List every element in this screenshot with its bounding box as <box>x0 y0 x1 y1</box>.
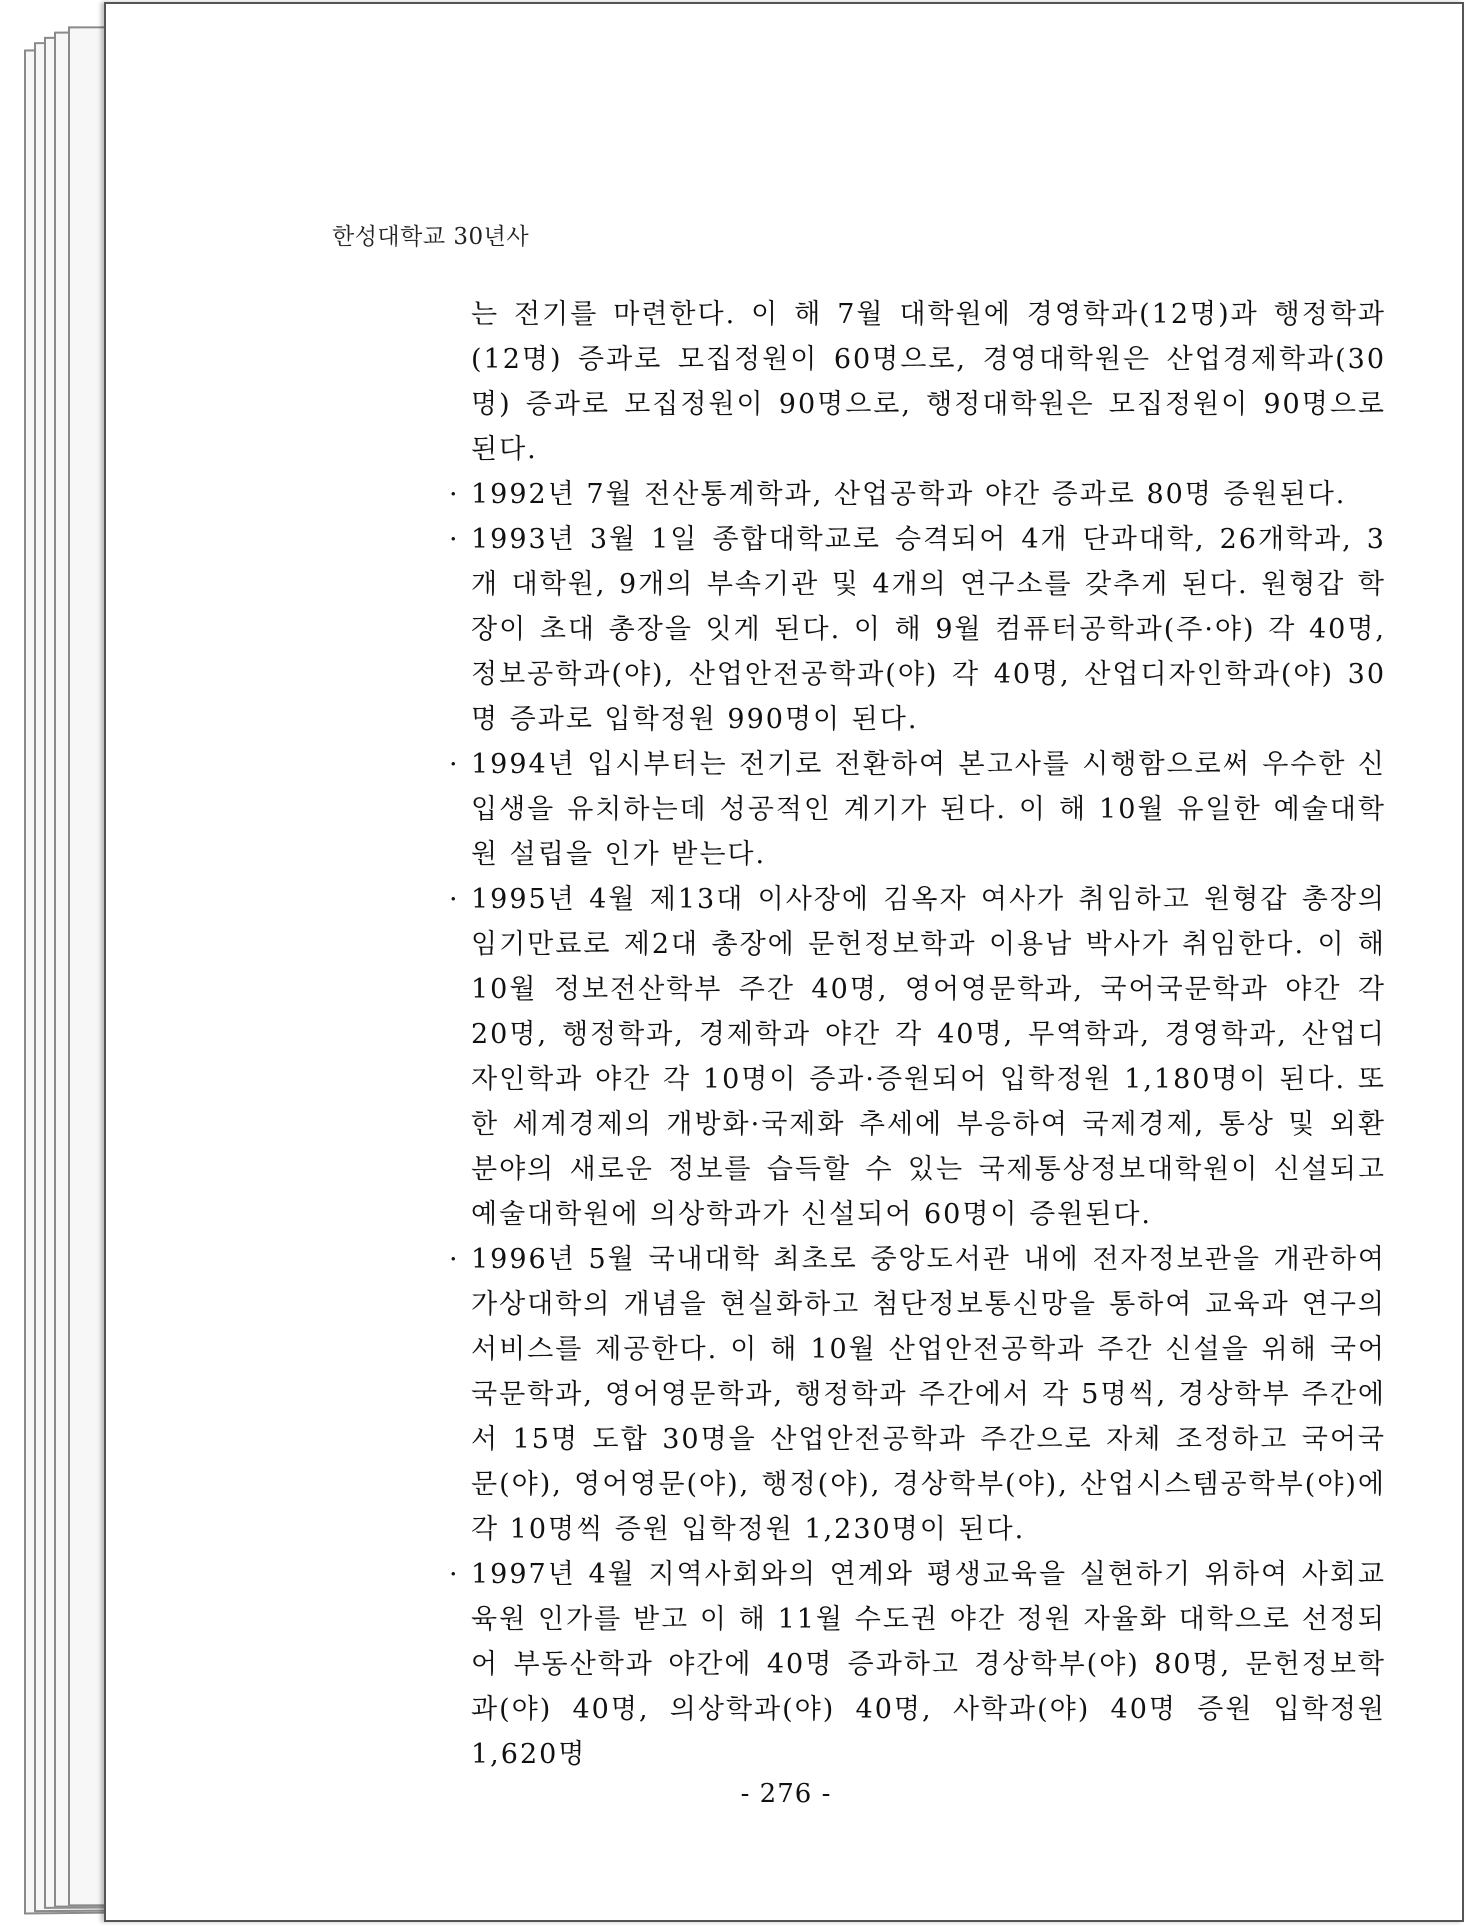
list-item <box>436 742 1386 877</box>
list-item <box>436 1552 1386 1777</box>
document-page <box>104 2 1464 1922</box>
bullet-mark: · <box>449 1244 460 1275</box>
list-item <box>436 517 1386 742</box>
list-item <box>436 1237 1386 1552</box>
list-item-text: 1997년 4월 지역사회와의 연계와 평생교육을 실현하기 위하여 사회교육원 인가를 받고 이 해 11월 수도권 야간 정원 자율화 대학으로 선정되어 부동산학과 야간에 40명 증과하고 경상학부(야) 80명, 문헌정보학과(야) 40명, 의상학과(야) 40명, 사학과(야) 40명 증원 입학정원 1,620명 <box>471 1559 1386 1770</box>
bullet-mark: · <box>449 479 460 510</box>
list-item-text: 1992년 7월 전산통계학과, 산업공학과 야간 증과로 80명 증원된다. <box>471 479 1347 510</box>
bullet-mark: · <box>449 749 460 780</box>
intro-paragraph: 는 전기를 마련한다. 이 해 7월 대학원에 경영학과(12명)과 행정학과(12명) 증과로 모집정원이 60명으로, 경영대학원은 산업경제학과(30명) 증과로 모집정원이 90명으로, 행정대학원은 모집정원이 90명으로 된다. <box>471 299 1386 465</box>
page-number: - 276 - <box>740 1779 832 1809</box>
running-head: 한성대학교 30년사 <box>332 224 530 250</box>
list-item-text: 1993년 3월 1일 종합대학교로 승격되어 4개 단과대학, 26개학과, 3개 대학원, 9개의 부속기관 및 4개의 연구소를 갖추게 된다. 원형갑 학장이 초대 총장을 잇게 된다. 이 해 9월 컴퓨터공학과(주·야) 각 40명, 정보공학과(야), 산업안전공학과(야) 각 40명, 산업디자인학과(야) 30명 증과로 입학정원 990명이 된다. <box>471 524 1386 735</box>
list-item-text: 1995년 4월 제13대 이사장에 김옥자 여사가 취임하고 원형갑 총장의 임기만료로 제2대 총장에 문헌정보학과 이용남 박사가 취임한다. 이 해 10월 정보전산학부 주간 40명, 영어영문학과, 국어국문학과 야간 각 20명, 행정학과, 경제학과 야간 각 40명, 무역학과, 경영학과, 산업디자인학과 야간 각 10명이 증과·증원되어 입학정원 1,180명이 된다. 또한 세계경제의 개방화·국제화 추세에 부응하여 국제경제, 통상 및 외환분야의 새로운 정보를 습득할 수 있는 국제통상정보대학원이 신설되고 예술대학원에 의상학과가 신설되어 60명이 증원된다. <box>471 884 1386 1230</box>
list-item-text: 1994년 입시부터는 전기로 전환하여 본고사를 시행함으로써 우수한 신입생을 유치하는데 성공적인 계기가 된다. 이 해 10월 유일한 예술대학원 설립을 인가 받는다. <box>471 749 1386 870</box>
list-item-text: 1996년 5월 국내대학 최초로 중앙도서관 내에 전자정보관을 개관하여 가상대학의 개념을 현실화하고 첨단정보통신망을 통하여 교육과 연구의 서비스를 제공한다. 이 해 10월 산업안전공학과 주간 신설을 위해 국어국문학과, 영어영문학과, 행정학과 주간에서 각 5명씩, 경상학부 주간에서 15명 도합 30명을 산업안전공학과 주간으로 자체 조정하고 국어국문(야), 영어영문(야), 행정(야), 경상학부(야), 산업시스템공학부(야)에 각 10명씩 증원 입학정원 1,230명이 된다. <box>471 1244 1386 1545</box>
bullet-mark: · <box>449 1559 460 1590</box>
bullet-mark: · <box>449 524 460 555</box>
page-body <box>436 292 1386 1777</box>
list-item <box>436 472 1386 517</box>
list-item <box>436 877 1386 1237</box>
bullet-mark: · <box>449 884 460 915</box>
